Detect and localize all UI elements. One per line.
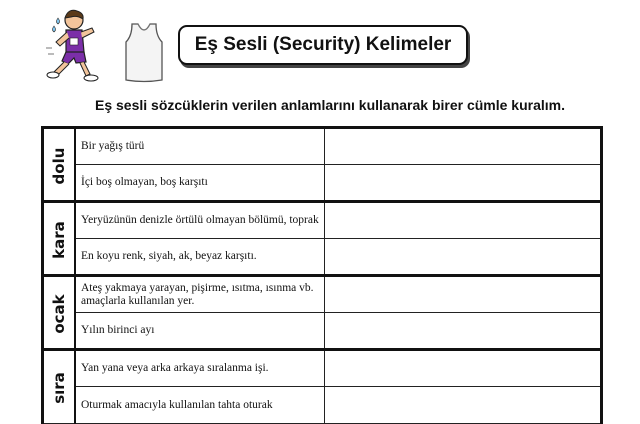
meaning-cell: Bir yağış türü: [75, 128, 325, 165]
table-row: [43, 350, 602, 387]
table-row: [43, 276, 602, 313]
worksheet-table: [41, 126, 603, 424]
homonym-word: sıra: [50, 372, 68, 404]
title-box: [178, 25, 468, 65]
meaning-cell: İçi boş olmayan, boş karşıtı: [75, 165, 325, 202]
table-row: [43, 202, 602, 239]
table-row: [43, 387, 602, 424]
meaning-cell: Yan yana veya arka arkaya sıralanma işi.: [75, 350, 325, 387]
homonym-word: kara: [50, 221, 68, 259]
tank-top-icon: [122, 22, 166, 84]
meaning-cell: Yılın birinci ayı: [75, 313, 325, 350]
table-row: [43, 128, 602, 165]
page-title: Eş Sesli (Security) Kelimeler: [194, 34, 452, 55]
answer-cell[interactable]: [325, 276, 602, 313]
meaning-cell: En koyu renk, siyah, ak, beyaz karşıtı.: [75, 239, 325, 276]
word-cell: [43, 202, 76, 276]
word-cell: [43, 276, 76, 350]
table-row: [43, 239, 602, 276]
table-row: [43, 313, 602, 350]
answer-cell[interactable]: [325, 202, 602, 239]
meaning-cell: Yeryüzünün denizle örtülü olmayan bölümü, toprak: [75, 202, 325, 239]
meaning-cell: Ateş yakmaya yarayan, pişirme, ısıtma, ısınma vb. amaçlarla kullanılan yer.: [75, 276, 325, 313]
meaning-cell: Oturmak amacıyla kullanılan tahta oturak: [75, 387, 325, 424]
homonym-word: dolu: [50, 147, 68, 185]
instruction-text: Eş sesli sözcüklerin verilen anlamlarını kullanarak birer cümle kuralım.: [95, 97, 565, 113]
running-boy-icon: [44, 8, 106, 88]
answer-cell[interactable]: [325, 313, 602, 350]
homonym-word: ocak: [50, 294, 68, 334]
word-cell: [43, 128, 76, 202]
answer-cell[interactable]: [325, 128, 602, 165]
answer-cell[interactable]: [325, 387, 602, 424]
word-cell: [43, 350, 76, 424]
answer-cell[interactable]: [325, 350, 602, 387]
answer-cell[interactable]: [325, 239, 602, 276]
table-row: [43, 165, 602, 202]
answer-cell[interactable]: [325, 165, 602, 202]
